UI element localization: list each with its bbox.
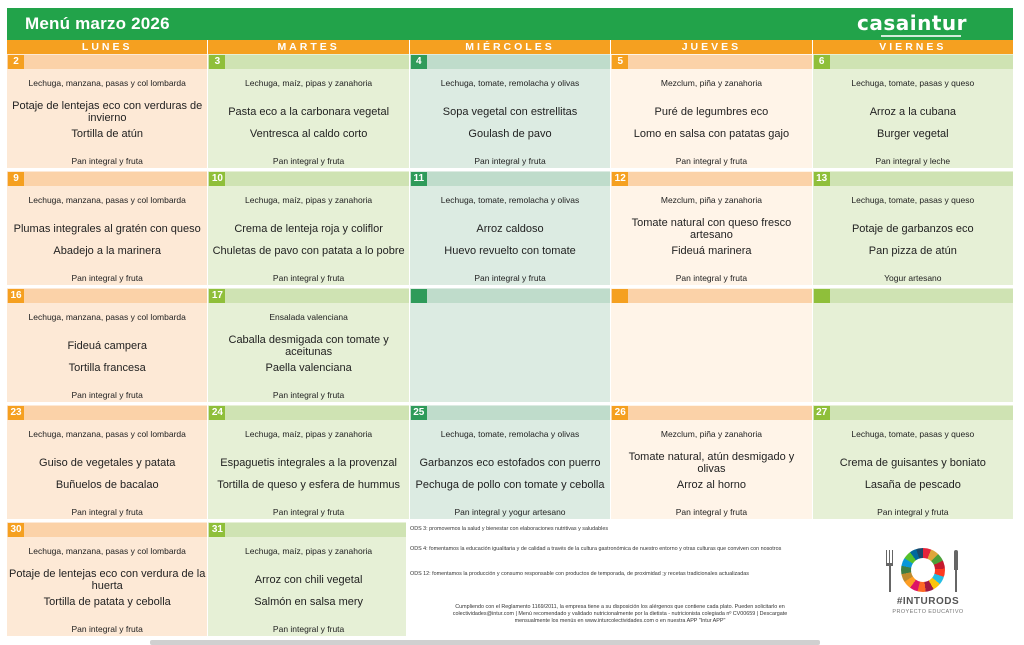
sdg-wheel-icon [901,548,945,592]
bread-dessert: Pan integral y fruta [71,507,143,517]
inturods-brand [810,522,1013,637]
first-dish: Arroz a la cubana [869,106,956,118]
first-dish: Caballa desmigada con tomate y aceitunas [228,334,389,358]
day-cell-wednesday [409,405,610,519]
first-dish: Sopa vegetal con estrellitas [442,106,578,118]
second-dish: Pechuga de pollo con tomate y cebolla [415,479,605,491]
day-cell-wednesday [409,54,610,168]
day-number: 16 [8,289,24,303]
second-dish: Tortilla de patata y cebolla [43,596,171,608]
day-number: 9 [8,172,24,186]
day-cell-thursday [610,288,811,402]
salad-text: Mezclum, piña y zanahoria [660,78,762,88]
bread-dessert: Pan integral y fruta [272,156,345,166]
day-menu [611,70,811,168]
bread-dessert: Pan integral y fruta [877,507,949,517]
day-cell-friday [812,171,1013,285]
day-number: 6 [814,55,830,69]
day-menu [208,304,408,402]
day-cell-monday [7,54,207,168]
day-number: 4 [411,55,427,69]
day-number [411,289,427,303]
salad-text: Lechuga, manzana, pasas y col lombarda [28,429,186,439]
brand-subtitle: PROYECTO EDUCATIVO [892,609,964,615]
first-dish: Garbanzos eco estofados con puerro [419,457,601,469]
day-number-bar [7,172,207,186]
bread-dessert: Pan integral y fruta [272,624,345,634]
first-dish: Arroz caldoso [476,223,544,235]
day-cell-tuesday [207,54,408,168]
bread-dessert: Pan integral y yogur artesano [454,507,566,517]
day-number [814,289,830,303]
day-number: 17 [209,289,225,303]
weekday-tuesday: MARTES [207,40,408,54]
day-menu [7,304,207,402]
day-number-bar [410,289,610,303]
day-cell-tuesday [207,522,408,636]
day-menu [410,304,610,402]
first-dish: Crema de guisantes y boniato [839,457,986,469]
bread-dessert: Pan integral y fruta [71,624,143,634]
first-dish: Plumas integrales al gratén con queso [13,223,201,235]
day-cell-friday [812,288,1013,402]
bread-dessert: Pan integral y fruta [474,273,546,283]
second-dish: Abadejo a la marinera [53,245,162,257]
week-row [7,54,1013,168]
day-number-bar [813,289,1013,303]
weekday-header-row [7,40,1013,54]
day-number-bar [7,406,207,420]
bread-dessert: Pan integral y fruta [71,390,143,400]
day-menu [813,304,1013,402]
day-number: 2 [8,55,24,69]
menu-title: Menú marzo 2026 [25,14,170,33]
day-number: 27 [814,406,830,420]
first-dish: Arroz con chili vegetal [254,574,363,586]
salad-text: Lechuga, tomate, remolacha y olivas [440,78,580,88]
day-menu [611,421,811,519]
day-menu [410,421,610,519]
day-number: 25 [411,406,427,420]
day-cell-thursday [610,405,811,519]
day-cell-wednesday [409,288,610,402]
day-number: 3 [209,55,225,69]
first-dish: Tomate natural, atún desmigado y olivas [628,451,795,475]
second-dish: Burger vegetal [877,128,949,140]
salad-text: Lechuga, manzana, pasas y col lombarda [28,195,186,205]
first-dish: Potaje de lentejas eco con verdura de la huerta [9,568,206,592]
second-dish: Paella valenciana [265,362,352,374]
second-dish: Pan pizza de atún [868,245,957,257]
salad-text: Lechuga, maíz, pipas y zanahoria [245,78,373,88]
day-number: 13 [814,172,830,186]
second-dish: Ventresca al caldo corto [249,128,368,140]
logo-underline [881,35,961,37]
salad-text: Lechuga, manzana, pasas y col lombarda [28,312,186,322]
day-cell-monday [7,171,207,285]
bread-dessert: Pan integral y fruta [675,273,748,283]
day-number: 31 [209,523,225,537]
salad-text: Lechuga, tomate, pasas y queso [851,195,975,205]
first-dish: Potaje de lentejas eco con verduras de invierno [12,100,203,124]
salad-text: Mezclum, piña y zanahoria [660,195,762,205]
salad-text: Lechuga, maíz, pipas y zanahoria [245,195,373,205]
day-number-bar [611,289,811,303]
day-number-bar [410,406,610,420]
first-dish [613,332,809,360]
day-cell-tuesday [207,405,408,519]
second-dish: Lasaña de pescado [864,479,961,491]
casaintur-logo: casaintur [856,11,967,35]
day-menu [611,187,811,285]
first-dish: Puré de legumbres eco [654,106,769,118]
day-number: 11 [411,172,427,186]
day-cell-monday [7,522,207,636]
day-number [612,289,628,303]
day-number: 23 [8,406,24,420]
week-row [7,405,1013,519]
first-dish: Tomate natural con queso fresco artesano [631,217,792,241]
day-number: 5 [612,55,628,69]
day-number-bar [208,406,408,420]
day-cell-thursday [610,171,811,285]
day-number-bar [208,172,408,186]
horizontal-scrollbar[interactable] [150,640,820,645]
day-cell-monday [7,288,207,402]
salad-text: Lechuga, maíz, pipas y zanahoria [245,429,373,439]
first-dish: Pasta eco a la carbonara vegetal [228,106,390,118]
second-dish: Tortilla de queso y esfera de hummus [217,479,401,491]
weekday-friday: VIERNES [812,40,1013,54]
salad-text: Lechuga, tomate, pasas y queso [851,429,975,439]
day-number-bar [7,523,207,537]
day-number: 24 [209,406,225,420]
bread-dessert: Pan integral y fruta [272,273,345,283]
day-menu [7,538,207,636]
first-dish: Fideuá campera [67,340,147,352]
weekday-monday: LUNES [7,40,207,54]
second-dish: Huevo revuelto con tomate [444,245,576,257]
day-menu [208,187,408,285]
day-number-bar [7,55,207,69]
bread-dessert: Pan integral y fruta [272,507,345,517]
salad-text: Lechuga, maíz, pipas y zanahoria [245,546,373,556]
day-cell-wednesday [409,171,610,285]
second-dish: Buñuelos de bacalao [55,479,159,491]
second-dish: Arroz al horno [676,479,746,491]
day-menu [208,421,408,519]
salad-text: Lechuga, tomate, pasas y queso [851,78,975,88]
menu-header [7,8,1013,40]
ods-12-text: ODS 12: fomentamos la producción y consumo responsable con productos de temporada, de proximidad ;y recetas tradicionales actualizadas [410,571,749,577]
week-row [7,288,1013,402]
day-menu [7,187,207,285]
day-number-bar [611,406,811,420]
day-number-bar [813,406,1013,420]
salad-text: Lechuga, manzana, pasas y col lombarda [28,546,186,556]
second-dish: Lomo en salsa con patatas gajo [633,128,790,140]
day-menu [410,187,610,285]
first-dish: Crema de lenteja roja y coliflor [234,223,383,235]
bread-dessert: Pan integral y fruta [675,156,748,166]
day-number: 30 [8,523,24,537]
day-number-bar [208,289,408,303]
day-menu [813,70,1013,168]
second-dish: Tortilla de atún [71,128,143,140]
day-number-bar [813,55,1013,69]
ods-info-box [406,522,808,637]
day-number: 26 [612,406,628,420]
day-number-bar [410,172,610,186]
bread-dessert: Pan integral y fruta [71,273,143,283]
day-menu [813,421,1013,519]
day-menu [208,70,408,168]
week-row [7,171,1013,285]
day-cell-tuesday [207,171,408,285]
bread-dessert: Pan integral y fruta [474,156,546,166]
legal-notice: Cumpliendo con el Reglamento 1169/2011, la empresa tiene a su disposición los alérgenos que contiene cada plato. Pueden solicitarlo en colectividades@intur.com | Menú recomendado y validado nutricionalmente por la dietista - nutricionista colegiada nº CV00659 | Descargate mensualmente los menús en www.inturcolectividades.com o en nuestra APP "Intur APP" [452,604,788,624]
day-number-bar [611,172,811,186]
day-number-bar [7,289,207,303]
day-cell-thursday [610,54,811,168]
first-dish [815,332,1011,360]
brand-name: #INTURODS [896,596,960,607]
day-number: 12 [612,172,628,186]
second-dish: Fideuá marinera [671,245,752,257]
day-menu [611,304,811,402]
first-dish: Guiso de vegetales y patata [39,457,176,469]
day-number-bar [813,172,1013,186]
day-number-bar [208,523,408,537]
day-cell-monday [7,405,207,519]
day-menu [208,538,408,636]
second-dish: Tortilla francesa [68,362,146,374]
day-menu [410,70,610,168]
salad-text: Lechuga, manzana, pasas y col lombarda [28,78,186,88]
bread-dessert: Pan integral y fruta [272,390,345,400]
day-cell-friday [812,54,1013,168]
bread-dessert: Pan integral y fruta [675,507,748,517]
fork-icon [886,550,894,592]
day-menu [813,187,1013,285]
ods-3-text: ODS 3: promovemos la salud y bienestar con elaboraciones nutritivas y saludables [410,526,609,532]
salad-text: Ensalada valenciana [269,312,348,322]
bread-dessert: Pan integral y leche [875,156,951,166]
day-number-bar [611,55,811,69]
bread-dessert: Pan integral y fruta [71,156,143,166]
bread-dessert: Yogur artesano [884,273,942,283]
day-cell-friday [812,405,1013,519]
second-dish: Salmón en salsa mery [254,596,364,608]
day-number-bar [208,55,408,69]
first-dish: Potaje de garbanzos eco [851,223,974,235]
salad-text: Lechuga, tomate, remolacha y olivas [440,195,580,205]
day-cell-tuesday [207,288,408,402]
day-menu [7,70,207,168]
weekday-wednesday: MIÉRCOLES [409,40,610,54]
first-dish [412,332,608,360]
knife-icon [952,550,959,592]
second-dish: Goulash de pavo [468,128,552,140]
salad-text: Lechuga, tomate, remolacha y olivas [440,429,580,439]
first-dish: Espaguetis integrales a la provenzal [220,457,397,469]
weekday-thursday: JUEVES [610,40,811,54]
day-number: 10 [209,172,225,186]
day-number-bar [410,55,610,69]
ods-4-text: ODS 4: fomentamos la educación igualitaria y de calidad a través de la cultura gastronómica de nuestro entorno y otras culturas que conviven con nosotros [410,546,782,552]
salad-text: Mezclum, piña y zanahoria [660,429,762,439]
second-dish: Chuletas de pavo con patata a lo pobre [212,245,405,257]
day-menu [7,421,207,519]
